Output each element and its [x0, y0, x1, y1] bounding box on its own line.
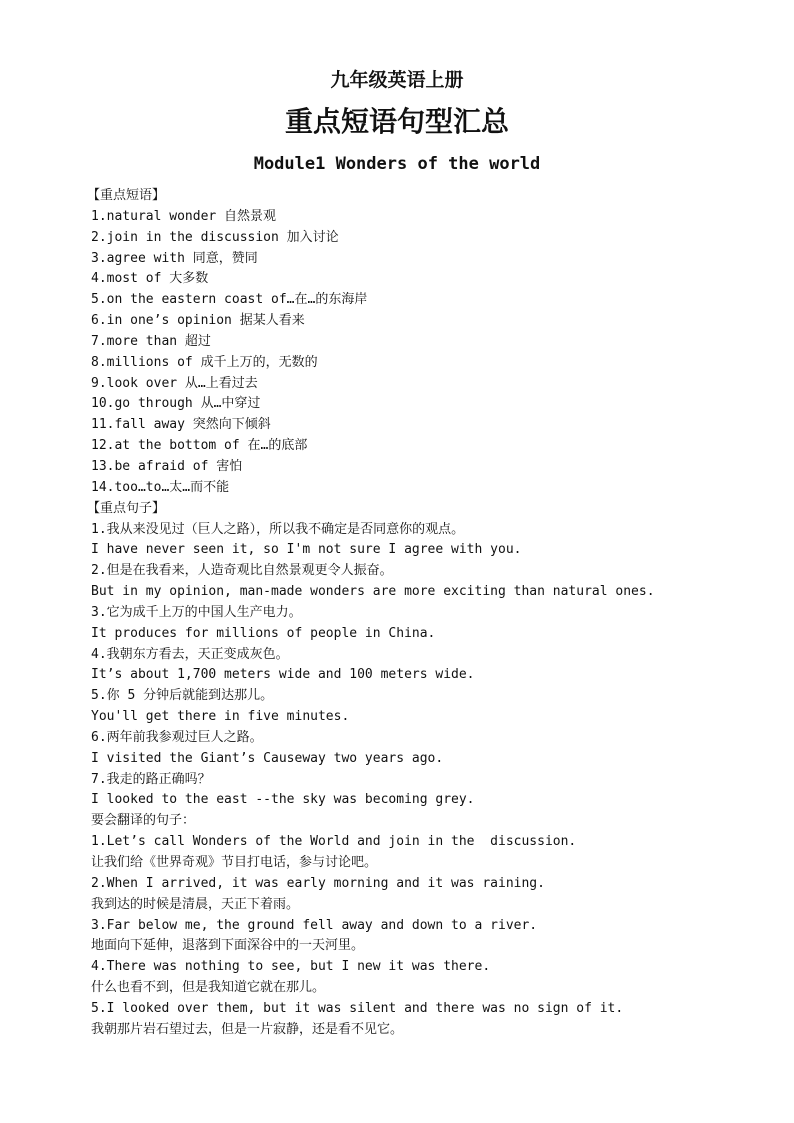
sentence-item: But in my opinion, man-made wonders are more exciting than natural ones. [91, 584, 655, 600]
translation-item: 3.Far below me, the ground fell away and down to a river. [91, 917, 538, 933]
phrase-item: 13.be afraid of 害怕 [91, 458, 243, 474]
phrase-item: 8.millions of 成千上万的，无数的 [91, 354, 318, 370]
sentence-item: I have never seen it, so I'm not sure I agree with you. [91, 542, 522, 558]
phrase-item: 1.natural wonder 自然景观 [91, 208, 277, 224]
phrase-item: 11.fall away 突然向下倾斜 [91, 417, 271, 433]
document-body [87, 186, 781, 1041]
phrase-item: 9.look over 从…上看过去 [91, 375, 258, 391]
sentence-item: 6.两年前我参观过巨人之路。 [91, 729, 263, 745]
sentence-item: 2.但是在我看来，人造奇观比自然景观更令人振奋。 [91, 563, 393, 579]
phrase-item: 5.on the eastern coast of…在…的东海岸 [91, 292, 368, 308]
sentence-item: 4.我朝东方看去，天正变成灰色。 [91, 646, 289, 662]
translation-item: 地面向下延伸，退落到下面深谷中的一天河里。 [91, 938, 365, 954]
translation-item: 1.Let’s call Wonders of the World and join in the discussion. [91, 834, 577, 850]
translation-item: 我到达的时候是清晨，天正下着雨。 [91, 896, 300, 912]
sentence-item: 1.我从来没见过（巨人之路），所以我不确定是否同意你的观点。 [91, 521, 465, 537]
translation-item: 什么也看不到，但是我知道它就在那儿。 [91, 980, 326, 996]
translation-item: 4.There was nothing to see, but I new it was there. [91, 959, 491, 975]
phrase-item: 7.more than 超过 [91, 333, 211, 349]
phrases-header: 【重点短语】 [87, 188, 166, 203]
sentence-item: It’s about 1,700 meters wide and 100 meters wide. [91, 667, 475, 683]
sentence-item: 5.你 5 分钟后就能到达那儿。 [91, 688, 274, 704]
phrases-list [91, 207, 781, 499]
translation-item: 让我们给《世界奇观》节目打电话，参与讨论吧。 [91, 855, 378, 870]
module-title: Module1 Wonders of the world [253, 154, 541, 174]
phrase-item: 14.too…to…太…而不能 [91, 479, 230, 495]
sentence-item: You'll get there in five minutes. [91, 709, 350, 725]
translation-item: 我朝那片岩石望过去，但是一片寂静，还是看不见它。 [91, 1021, 404, 1037]
sentence-item: I visited the Giant’s Causeway two years ago. [91, 750, 444, 766]
sentence-item: 3.它为成千上万的中国人生产电力。 [91, 604, 302, 620]
sentence-item: It produces for millions of people in China. [91, 625, 436, 641]
phrase-item: 3.agree with 同意，赞同 [91, 250, 258, 266]
grade-title: 九年级英语上册 [330, 69, 464, 91]
phrase-item: 10.go through 从…中穿过 [91, 396, 261, 412]
phrase-item: 6.in one’s opinion 据某人看来 [91, 313, 305, 329]
translation-item: 5.I looked over them, but it was silent and there was no sign of it. [91, 1000, 624, 1016]
phrase-item: 2.join in the discussion 加入讨论 [91, 229, 339, 245]
sentences-header: 【重点句子】 [87, 500, 166, 516]
sentence-item: I looked to the east --the sky was becoming grey. [91, 792, 475, 808]
sentences-list [91, 520, 781, 812]
translation-header: 要会翻译的句子： [91, 813, 196, 829]
sentence-item: 7.我走的路正确吗？ [91, 771, 211, 787]
main-title: 重点短语句型汇总 [284, 105, 509, 138]
phrase-item: 4.most of 大多数 [91, 271, 209, 287]
translation-list [91, 832, 781, 1040]
translation-item: 2.When I arrived, it was early morning and it was raining. [91, 875, 545, 891]
phrase-item: 12.at the bottom of 在…的底部 [91, 438, 308, 454]
